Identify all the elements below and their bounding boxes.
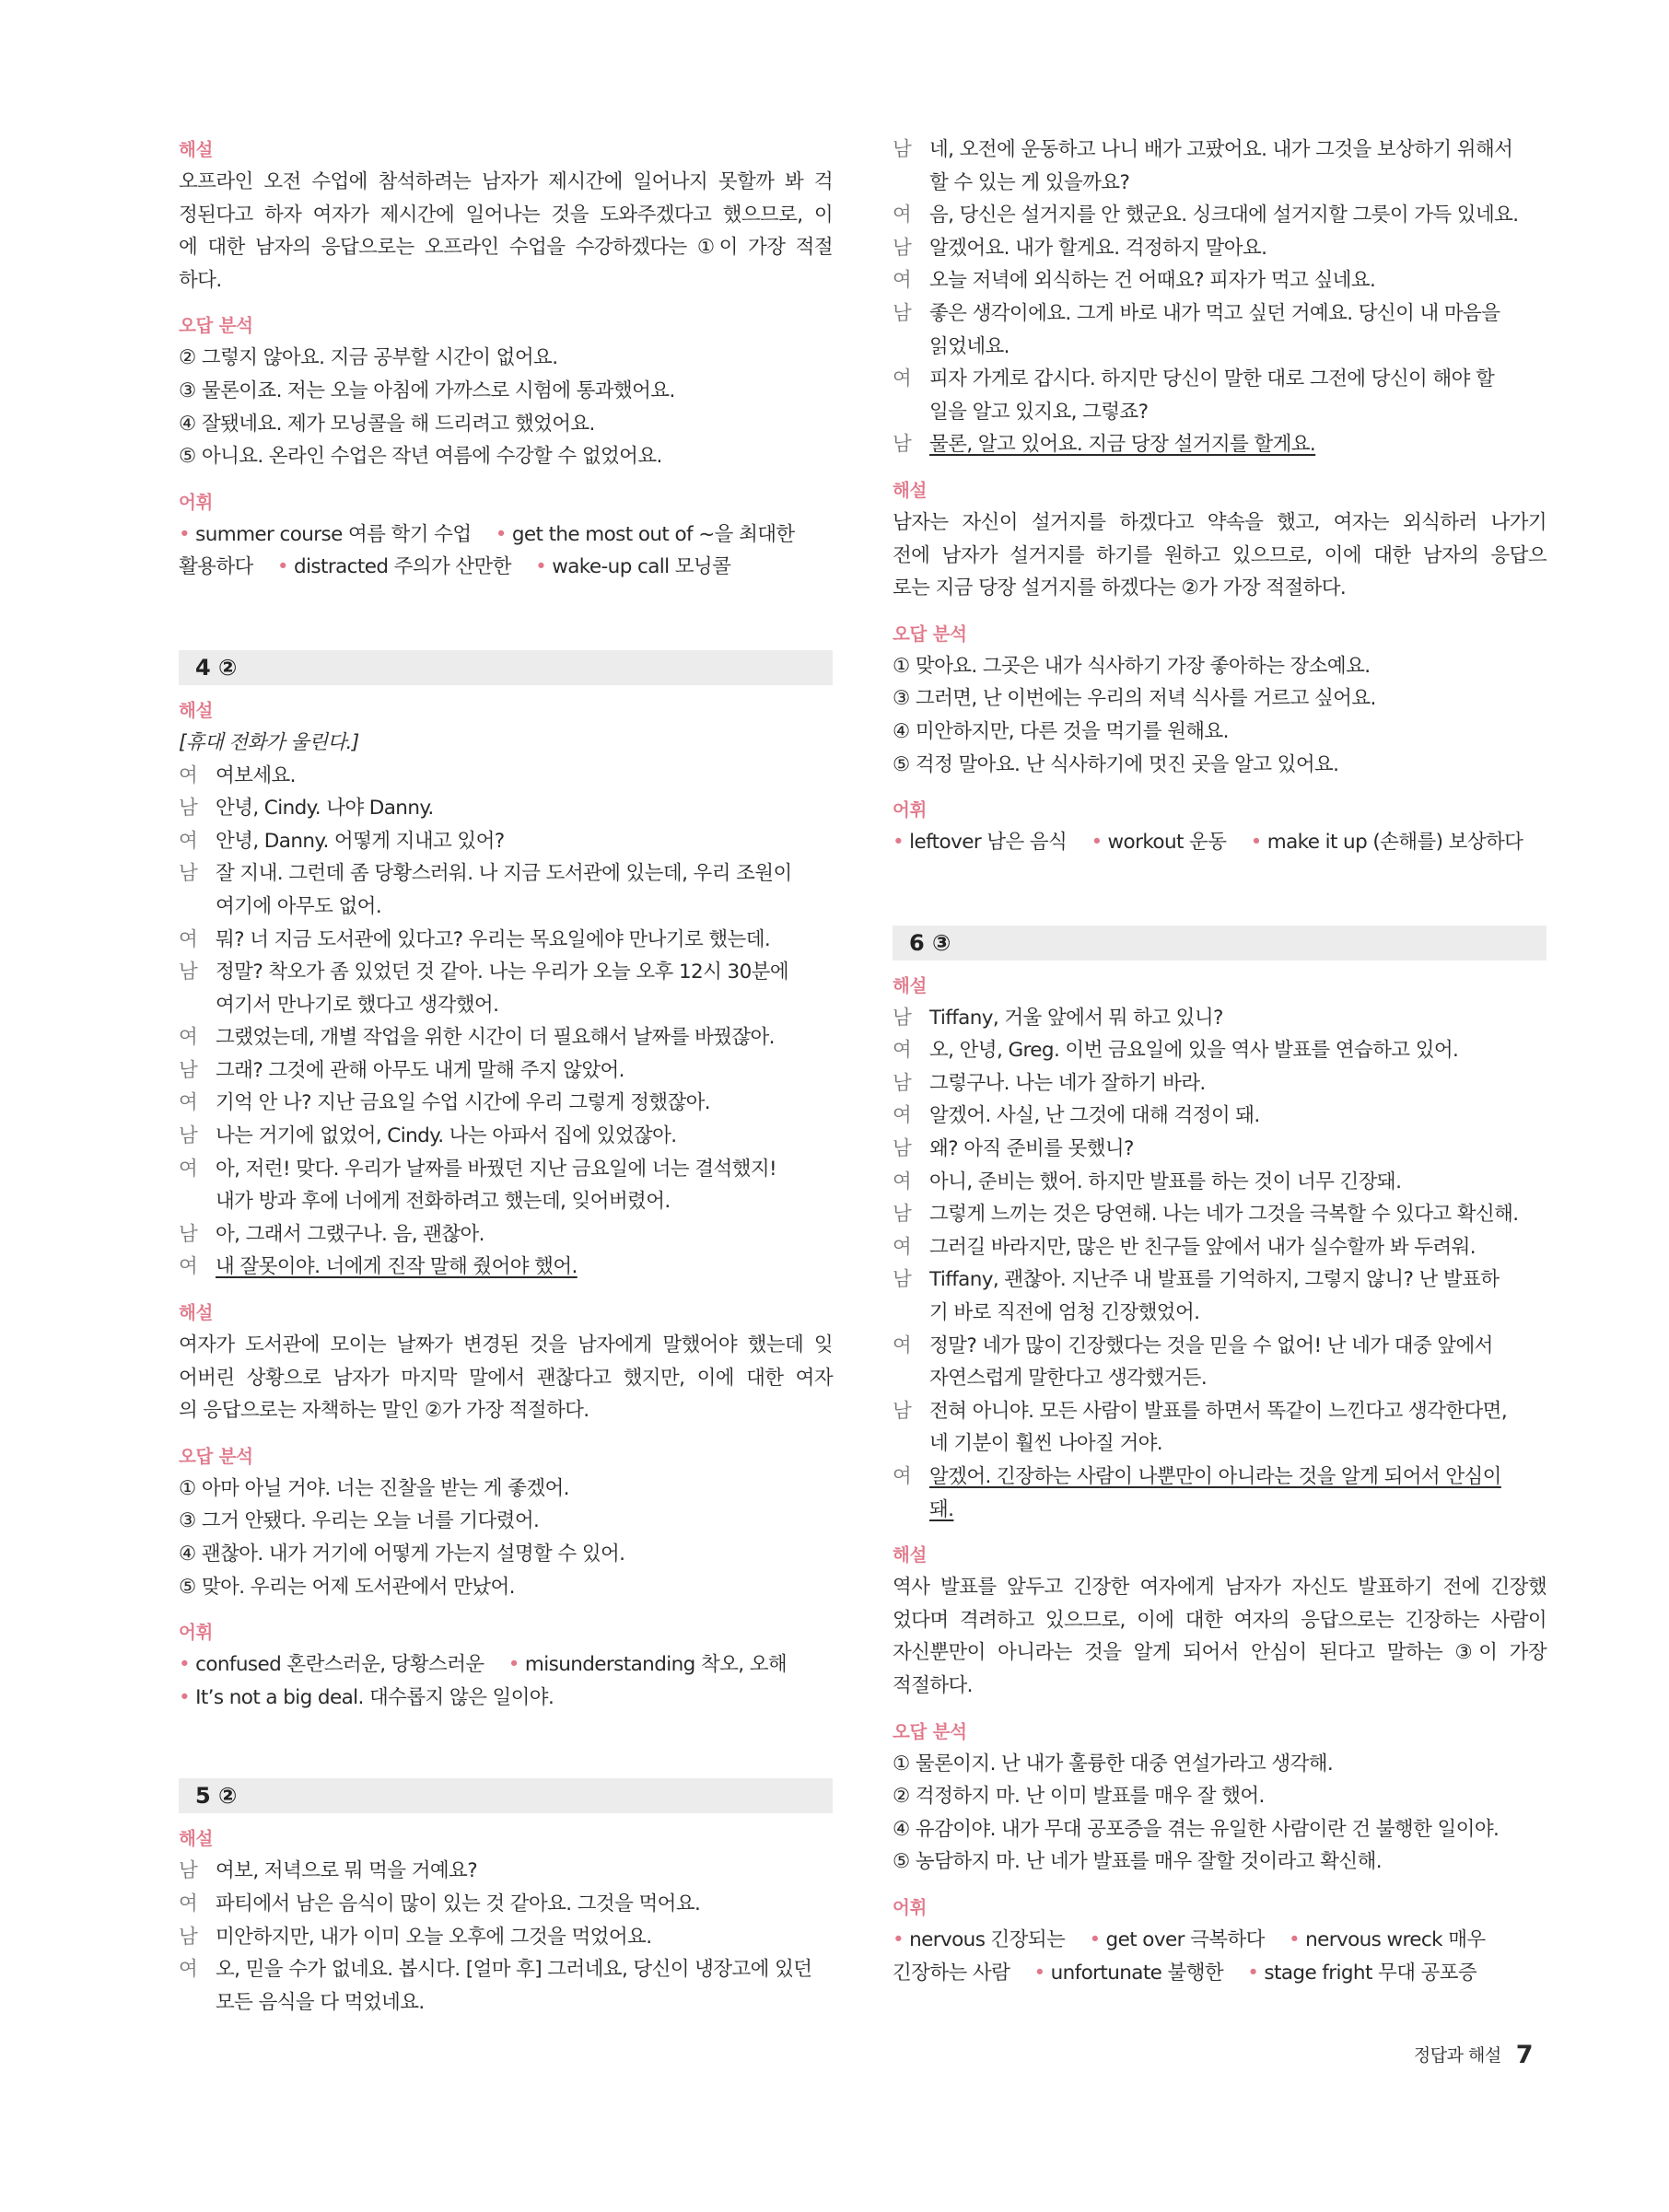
speaker-label: 남 <box>179 1925 198 1949</box>
dialogue-text: 알겠어. 사실, 난 그것에 대해 걱정이 돼. <box>929 1104 1260 1128</box>
dialogue-text: 읽었네요. <box>929 334 1010 358</box>
left-column <box>179 134 833 2019</box>
dialogue-line <box>893 199 1546 232</box>
vocab-item: wake-up call 모닝콜 <box>552 555 731 579</box>
dialogue-text: 그랬었는데, 개별 작업을 위한 시간이 더 필요해서 날짜를 바꿨잖아. <box>216 1026 775 1050</box>
speaker-label: 여 <box>893 1170 912 1193</box>
speaker-label: 남 <box>179 1859 198 1883</box>
dialogue-text: 아, 그래서 그랬구나. 음, 괜찮아. <box>216 1222 484 1246</box>
vocab-item: get the most out of ~을 최대한 <box>511 522 795 546</box>
dialogue-line <box>179 1921 833 1954</box>
dialogue-text: 알겠어요. 내가 할게요. 걱정하지 말아요. <box>929 236 1267 260</box>
vocab-item: distracted 주의가 산만한 <box>294 555 511 579</box>
dialogue-text: 좋은 생각이에요. 그게 바로 내가 먹고 싶던 거예요. 당신이 내 마음을 <box>929 301 1500 325</box>
q5-explanation-line: 남자는 자신이 설거지를 하겠다고 약속을 했고, 여자는 외식하러 나가기 <box>893 510 1546 534</box>
speaker-label: 남 <box>893 1137 912 1161</box>
q5-header: 5 ② <box>179 1778 833 1813</box>
dialogue-line <box>179 891 833 924</box>
dialogue-text: 네, 오전에 운동하고 나니 배가 고팠어요. 내가 그것을 보상하기 위해서 <box>929 138 1513 161</box>
q5-dialogue-left <box>179 1855 833 2019</box>
dialogue-line <box>179 760 833 793</box>
dialogue-text: 피자 가게로 갑시다. 하지만 당신이 말한 대로 그전에 당신이 해야 할 <box>929 367 1495 391</box>
q3-explanation-line: 에 대한 남자의 응답으로는 오프라인 수업을 수강하겠다는 ①이 가장 적절 <box>179 236 833 260</box>
q6-wrong-item: ② 걱정하지 마. 난 이미 발표를 매우 잘 했어. <box>893 1785 1265 1809</box>
dialogue-line <box>893 396 1546 429</box>
dialogue-text: 음, 당신은 설거지를 안 했군요. 싱크대에 설거지할 그릇이 가득 있네요. <box>929 204 1519 227</box>
bullet-icon: • <box>276 555 289 579</box>
dialogue-text: 여기서 만나기로 했다고 생각했어. <box>216 993 499 1017</box>
speaker-label: 남 <box>893 1399 912 1423</box>
q4-explanation-label: 해설 <box>179 1302 214 1324</box>
dialogue-line <box>179 792 833 825</box>
dialogue-text: 나는 거기에 없었어, Cindy. 나는 아파서 집에 있었잖아. <box>216 1124 677 1148</box>
speaker-label: 남 <box>893 138 912 161</box>
q3-wrong-item: ② 그렇지 않아요. 지금 공부할 시간이 없어요. <box>179 346 558 370</box>
speaker-label: 남 <box>179 1058 198 1082</box>
page-footer <box>1414 2041 1533 2069</box>
dialogue-line <box>179 956 833 989</box>
dialogue-text: 안녕, Danny. 어떻게 지내고 있어? <box>216 829 505 853</box>
q3-wrong-item: ③ 물론이죠. 저는 오늘 아침에 가까스로 시험에 통과했어요. <box>179 378 675 402</box>
q3-vocab-line <box>179 518 833 552</box>
dialogue-text: 전혀 아니야. 모든 사람이 발표를 하면서 똑같이 느낀다고 생각한다면, <box>929 1399 1508 1423</box>
q6-vocab-line <box>893 1957 1546 1990</box>
q4-vocab-label: 어휘 <box>179 1622 214 1644</box>
speaker-label: 남 <box>179 797 198 821</box>
vocab-item: misunderstanding 착오, 오해 <box>524 1653 788 1677</box>
q5-wrong-item: ① 맞아요. 그곳은 내가 식사하기 가장 좋아하는 장소예요. <box>893 654 1371 678</box>
dialogue-line <box>893 134 1546 167</box>
vocab-item: nervous 긴장되는 <box>909 1927 1066 1951</box>
dialogue-text: 정말? 네가 많이 긴장했다는 것을 믿을 수 없어! 난 네가 대중 앞에서 <box>929 1333 1493 1357</box>
q5-vocab-label: 어휘 <box>893 799 928 821</box>
dialogue-text: Tiffany, 거울 앞에서 뭐 하고 있니? <box>929 1006 1223 1030</box>
q4-explanation-line: 의 응답으로는 자책하는 말인 ②가 가장 적절하다. <box>179 1399 589 1423</box>
speaker-label: 여 <box>893 1333 912 1357</box>
dialogue-line <box>893 363 1546 396</box>
speaker-label: 남 <box>893 1006 912 1030</box>
bullet-icon: • <box>179 522 191 546</box>
q5-script-label: 해설 <box>179 1828 214 1850</box>
q5-dialogue-right <box>893 134 1546 461</box>
dialogue-text: 할 수 있는 게 있을까요? <box>929 170 1130 194</box>
dialogue-line <box>893 297 1546 331</box>
q6-vocab-line <box>893 1924 1546 1957</box>
q4-vocab-line <box>179 1682 833 1715</box>
dialogue-line <box>893 264 1546 297</box>
q4-header: 4 ② <box>179 650 833 685</box>
q6-header: 6 ③ <box>893 926 1546 960</box>
speaker-label: 남 <box>179 1222 198 1246</box>
bullet-icon: • <box>1089 1927 1101 1951</box>
dialogue-line <box>893 1494 1546 1527</box>
dialogue-line <box>179 857 833 891</box>
dialogue-line <box>893 1002 1546 1035</box>
speaker-label: 남 <box>893 1071 912 1095</box>
dialogue-line <box>893 1395 1546 1428</box>
speaker-label: 남 <box>893 1268 912 1292</box>
q6-wrong-item: ① 물론이지. 난 내가 훌륭한 대중 연설가라고 생각해. <box>893 1752 1334 1775</box>
dialogue-line <box>179 1087 833 1120</box>
dialogue-answer-text: 내 잘못이야. 너에게 진작 말해 줬어야 했어. <box>216 1255 578 1279</box>
speaker-label: 남 <box>893 433 912 457</box>
dialogue-line <box>179 1185 833 1218</box>
dialogue-line <box>179 1054 833 1088</box>
dialogue-line <box>893 232 1546 265</box>
speaker-label: 여 <box>893 204 912 227</box>
q4-vocab-line <box>179 1648 833 1682</box>
dialogue-text: 여기에 아무도 없어. <box>216 894 382 918</box>
vocab-item: get over 극복하다 <box>1105 1927 1265 1951</box>
vocab-item: It’s not a big deal. 대수롭지 않은 일이야. <box>195 1685 554 1709</box>
q3-wrong-item: ④ 잘됐네요. 제가 모닝콜을 해 드리려고 했었어요. <box>179 412 595 436</box>
speaker-label: 여 <box>893 1104 912 1128</box>
dialogue-text: 그러길 바라지만, 많은 반 친구들 앞에서 내가 실수할까 봐 두려워. <box>929 1235 1476 1259</box>
q5-explanation-line: 로는 지금 당장 설거지를 하겠다는 ②가 가장 적절하다. <box>893 576 1347 600</box>
dialogue-text: 네 기분이 훨씬 나아질 거야. <box>929 1432 1163 1456</box>
q4-wrong-item: ① 아마 아닐 거야. 너는 진찰을 받는 게 좋겠어. <box>179 1476 569 1500</box>
dialogue-text: 미안하지만, 내가 이미 오늘 오후에 그것을 먹었어요. <box>216 1925 652 1949</box>
bullet-icon: • <box>179 1685 191 1709</box>
dialogue-text: 정말? 착오가 좀 있었던 것 같아. 나는 우리가 오늘 오후 12시 30분에 <box>216 960 788 984</box>
bullet-icon: • <box>893 831 905 855</box>
q6-vocab-label: 어휘 <box>893 1896 928 1918</box>
dialogue-text: 모든 음식을 다 먹었네요. <box>216 1990 425 2014</box>
vocab-item: stage fright 무대 공포증 <box>1264 1961 1477 1985</box>
speaker-label: 여 <box>893 1465 912 1488</box>
dialogue-line <box>893 428 1546 461</box>
dialogue-line <box>893 1231 1546 1264</box>
q5-vocab-line <box>893 826 1546 859</box>
q6-explanation-line: 었다며 격려하고 있으므로, 이에 대한 여자의 응답으로는 긴장하는 사람이 <box>893 1608 1546 1632</box>
vocab-item: summer course 여름 학기 수업 <box>195 522 472 546</box>
dialogue-text: 파티에서 남은 음식이 많이 있는 것 같아요. 그것을 먹어요. <box>216 1892 701 1915</box>
q3-explanation-line: 오프라인 오전 수업에 참석하려는 남자가 제시간에 일어나지 못할까 봐 걱 <box>179 170 833 193</box>
q6-wrong-label: 오답 분석 <box>893 1720 967 1742</box>
q3-vocab-label: 어휘 <box>179 491 214 513</box>
dialogue-text: 아니, 준비는 했어. 하지만 발표를 하는 것이 너무 긴장돼. <box>929 1170 1402 1193</box>
vocab-item: leftover 남은 음식 <box>909 831 1068 855</box>
dialogue-text: 아, 저런! 맞다. 우리가 날짜를 바꿨던 지난 금요일에 너는 결석했지! <box>216 1157 777 1181</box>
q5-explanation-label: 해설 <box>893 479 928 501</box>
dialogue-line <box>179 1855 833 1888</box>
q6-wrong-item: ④ 유감이야. 내가 무대 공포증을 겪는 유일한 사람이란 건 불행한 일이야. <box>893 1817 1500 1841</box>
speaker-label: 남 <box>179 1124 198 1148</box>
speaker-label: 여 <box>893 367 912 391</box>
dialogue-line <box>893 1461 1546 1494</box>
q6-wrong-item: ⑤ 농담하지 마. 난 네가 발표를 매우 잘할 것이라고 확신해. <box>893 1850 1382 1874</box>
dialogue-text: 일을 알고 있지요, 그렇죠? <box>929 400 1149 424</box>
q6-explanation-line: 역사 발표를 앞두고 긴장한 여자에게 남자가 자신도 발표하기 전에 긴장했 <box>893 1576 1546 1600</box>
speaker-label: 남 <box>179 960 198 984</box>
q3-wrong-label: 오답 분석 <box>179 315 253 337</box>
dialogue-line <box>893 1067 1546 1100</box>
dialogue-line <box>179 1120 833 1153</box>
speaker-label: 여 <box>179 1026 198 1050</box>
dialogue-text: 안녕, Cindy. 나야 Danny. <box>216 797 434 821</box>
dialogue-line <box>893 1166 1546 1199</box>
vocab-item: workout 운동 <box>1107 831 1227 855</box>
q6-explanation-line: 적절하다. <box>893 1673 973 1697</box>
dialogue-line <box>893 1330 1546 1363</box>
q4-wrong-item: ④ 괜찮아. 내가 거기에 어떻게 가는지 설명할 수 있어. <box>179 1543 625 1566</box>
dialogue-line <box>179 1251 833 1284</box>
dialogue-text: 기억 안 나? 지난 금요일 수업 시간에 우리 그렇게 정했잖아. <box>216 1091 711 1115</box>
speaker-label: 여 <box>893 269 912 293</box>
speaker-label: 여 <box>179 1892 198 1915</box>
dialogue-line <box>893 1362 1546 1395</box>
vocab-item: make it up (손해를) 보상하다 <box>1266 831 1523 855</box>
speaker-label: 여 <box>179 1255 198 1279</box>
dialogue-line <box>893 1427 1546 1461</box>
q3-wrong-item: ⑤ 아니요. 온라인 수업은 작년 여름에 수강할 수 없었어요. <box>179 445 662 469</box>
dialogue-line <box>179 1218 833 1252</box>
dialogue-text: 오늘 저녁에 외식하는 건 어때요? 피자가 먹고 싶네요. <box>929 269 1376 293</box>
dialogue-text: 여보, 저녁으로 뭐 먹을 거예요? <box>216 1859 478 1883</box>
bullet-icon: • <box>1033 1961 1045 1985</box>
dialogue-line <box>179 825 833 858</box>
right-column <box>893 134 1546 1989</box>
bullet-icon: • <box>1288 1927 1301 1951</box>
q5-wrong-item: ④ 미안하지만, 다른 것을 먹기를 원해요. <box>893 719 1229 743</box>
bullet-icon: • <box>1091 831 1103 855</box>
dialogue-text: 왜? 아직 준비를 못했니? <box>929 1137 1134 1161</box>
dialogue-line <box>179 1153 833 1186</box>
dialogue-line <box>179 989 833 1022</box>
q5-explanation-line: 전에 남자가 설거지를 하기를 원하고 있으므로, 이에 대한 남자의 응답으 <box>893 543 1546 567</box>
speaker-label: 여 <box>179 1958 198 1982</box>
speaker-label: 여 <box>179 829 198 853</box>
bullet-icon: • <box>495 522 507 546</box>
q3-explanation-line: 정된다고 하자 여자가 제시간에 일어나는 것을 도와주겠다고 했으므로, 이 <box>179 203 833 227</box>
dialogue-line <box>179 924 833 957</box>
dialogue-line <box>179 1986 833 2020</box>
bullet-icon: • <box>179 1653 191 1677</box>
q4-explanation-line: 어버린 상황으로 남자가 마지막 말에서 괜찮다고 했지만, 이에 대한 여자 <box>179 1366 833 1390</box>
q5-wrong-label: 오답 분석 <box>893 623 967 645</box>
dialogue-answer-text: 물론, 알고 있어요. 지금 당장 설거지를 할게요. <box>929 433 1316 457</box>
bullet-icon: • <box>893 1927 905 1951</box>
vocab-item: 긴장하는 사람 <box>893 1961 1010 1985</box>
bullet-icon: • <box>508 1653 519 1677</box>
dialogue-text: 여보세요. <box>216 763 296 787</box>
dialogue-line <box>179 1953 833 1986</box>
dialogue-text: 그렇구나. 나는 네가 잘하기 바라. <box>929 1071 1206 1095</box>
dialogue-line <box>179 1021 833 1054</box>
speaker-label: 여 <box>179 1157 198 1181</box>
dialogue-line <box>893 1133 1546 1166</box>
bullet-icon: • <box>535 555 547 579</box>
speaker-label: 남 <box>179 862 198 886</box>
footer-label: 정답과 해설 <box>1413 2045 1501 2066</box>
dialogue-line <box>893 1198 1546 1231</box>
page-number: 7 <box>1515 2041 1533 2069</box>
q6-explanation-label: 해설 <box>893 1544 928 1566</box>
speaker-label: 여 <box>179 927 198 951</box>
bullet-icon: • <box>1250 831 1262 855</box>
q4-stage-direction: [휴대 전화가 울린다.] <box>179 730 359 754</box>
dialogue-text: 기 바로 직전에 엄청 긴장했었어. <box>929 1301 1200 1325</box>
dialogue-text: Tiffany, 괜찮아. 지난주 내 발표를 기억하지, 그렇지 않니? 난 발표하 <box>929 1268 1500 1292</box>
q4-wrong-item: ③ 그거 안됐다. 우리는 오늘 너를 기다렸어. <box>179 1509 540 1533</box>
q3-explanation-line: 하다. <box>179 268 222 292</box>
dialogue-text: 자연스럽게 말한다고 생각했거든. <box>929 1367 1208 1391</box>
dialogue-line <box>893 167 1546 200</box>
speaker-label: 남 <box>893 301 912 325</box>
dialogue-text: 오, 믿을 수가 없네요. 봅시다. [얼마 후] 그러네요, 당신이 냉장고에 있던 <box>216 1958 812 1982</box>
dialogue-line <box>179 1888 833 1921</box>
speaker-label: 여 <box>179 763 198 787</box>
q4-explanation-line: 여자가 도서관에 모이는 날짜가 변경된 것을 남자에게 말했어야 했는데 잊 <box>179 1333 833 1357</box>
vocab-item: confused 혼란스러운, 당황스러운 <box>195 1653 484 1677</box>
q4-wrong-item: ⑤ 맞아. 우리는 어제 도서관에서 만났어. <box>179 1575 515 1599</box>
dialogue-answer-text: 돼. <box>929 1497 954 1521</box>
dialogue-text: 오, 안녕, Greg. 이번 금요일에 있을 역사 발표를 연습하고 있어. <box>929 1039 1459 1063</box>
vocab-item: 활용하다 <box>179 555 253 579</box>
q4-dialogue <box>179 760 833 1285</box>
q4-wrong-label: 오답 분석 <box>179 1445 253 1467</box>
dialogue-text: 그래? 그것에 관해 아무도 내게 말해 주지 않았어. <box>216 1058 624 1082</box>
dialogue-line <box>893 1297 1546 1330</box>
q3-explanation-label: 해설 <box>179 139 214 160</box>
q5-wrong-item: ⑤ 걱정 말아요. 난 식사하기에 멋진 곳을 알고 있어요. <box>893 752 1339 776</box>
speaker-label: 여 <box>893 1235 912 1259</box>
q6-dialogue <box>893 1002 1546 1527</box>
speaker-label: 남 <box>893 1203 912 1227</box>
q6-script-label: 해설 <box>893 974 928 996</box>
speaker-label: 여 <box>179 1091 198 1115</box>
dialogue-text: 잘 지내. 그런데 좀 당황스러워. 나 지금 도서관에 있는데, 우리 조원이 <box>216 862 792 886</box>
dialogue-text: 그렇게 느끼는 것은 당연해. 나는 네가 그것을 극복할 수 있다고 확신해. <box>929 1203 1519 1227</box>
q5-wrong-item: ③ 그러면, 난 이번에는 우리의 저녁 식사를 거르고 싶어요. <box>893 687 1376 711</box>
dialogue-text: 내가 방과 후에 너에게 전화하려고 했는데, 잊어버렸어. <box>216 1190 671 1214</box>
dialogue-line <box>893 1263 1546 1297</box>
vocab-item: unfortunate 불행한 <box>1050 1961 1224 1985</box>
q4-script-label: 해설 <box>179 699 214 721</box>
dialogue-answer-text: 알겠어. 긴장하는 사람이 나뿐만이 아니라는 것을 알게 되어서 안심이 <box>929 1465 1501 1488</box>
speaker-label: 남 <box>893 236 912 260</box>
speaker-label: 여 <box>893 1039 912 1063</box>
dialogue-text: 뭐? 너 지금 도서관에 있다고? 우리는 목요일에야 만나기로 했는데. <box>216 927 771 951</box>
dialogue-line <box>893 1100 1546 1133</box>
vocab-item: nervous wreck 매우 <box>1305 1927 1486 1951</box>
dialogue-line <box>893 331 1546 364</box>
dialogue-line <box>893 1034 1546 1067</box>
q6-explanation-line: 자신뿐만이 아니라는 것을 알게 되어서 안심이 된다고 말하는 ③이 가장 <box>893 1641 1546 1665</box>
bullet-icon: • <box>1247 1961 1259 1985</box>
q3-vocab-line <box>179 551 833 584</box>
